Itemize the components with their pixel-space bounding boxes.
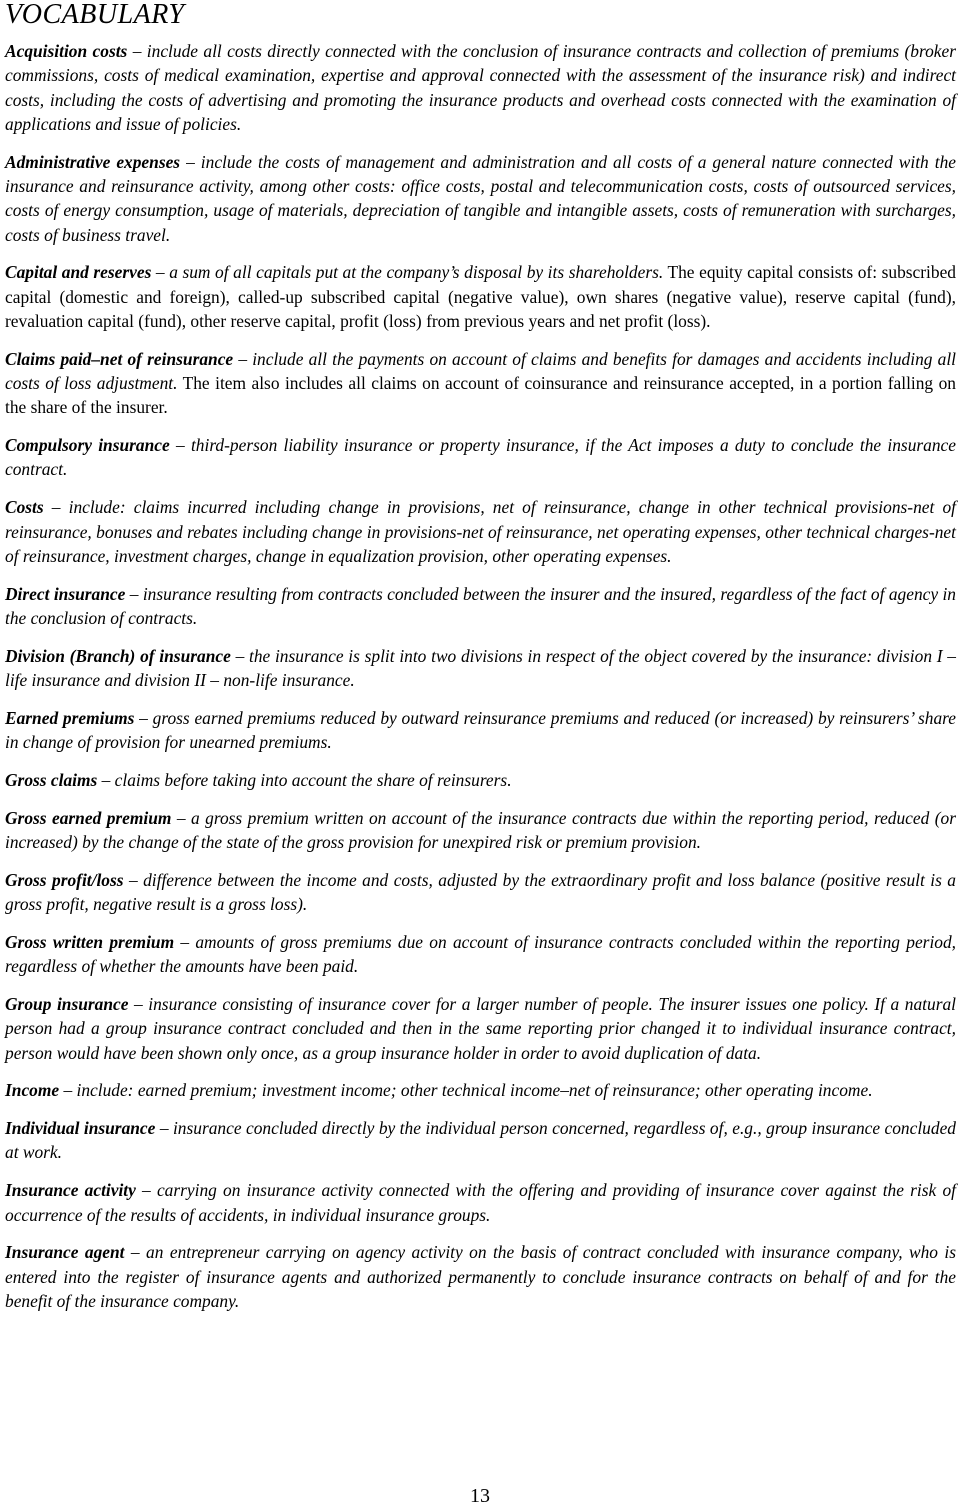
entry-term: Income <box>5 1080 60 1101</box>
entry-definition: – a sum of all capitals put at the company’s disposal by its shareholders. <box>151 262 664 283</box>
vocabulary-entry <box>5 768 956 792</box>
entry-definition: – an entrepreneur carrying on agency activity on the basis of contract concluded with insurance company, who is entered into the register of insurance agents and authorized permanently to conclude insurance contracts on behalf of and for the benefit of the insurance company. <box>5 1242 957 1311</box>
vocabulary-entry <box>5 806 956 855</box>
vocabulary-entry <box>5 1178 956 1227</box>
vocabulary-entry <box>5 868 956 917</box>
vocabulary-entry <box>5 39 956 136</box>
entry-term: Gross written premium <box>5 931 175 952</box>
entry-definition: – a gross premium written on account of the insurance contracts due within the reporting period, reduced (or increased) by the change of the state of the gross provision for unexpired risk or premium provision. <box>5 807 956 853</box>
entry-definition: – include all costs directly connected with the conclusion of insurance contracts and collection of premiums (broker commissions, costs of medical examination, expertise and approval connected with the assessment of the insurance risk) and indirect costs, including the costs of advertising and promoting the insurance products and overhead costs connected with the examination of applications and issue of policies. <box>5 41 956 134</box>
entry-definition: – insurance consisting of insurance cover for a larger number of people. The insurer issues one policy. If a natural person had a group insurance contract concluded and then in the same reporting prior changed it to individual insurance contract, person would have been shown only once, as a group insurance holder in order to avoid duplication of data. <box>5 994 956 1063</box>
vocabulary-entry <box>5 495 956 568</box>
vocabulary-entry <box>5 347 956 420</box>
vocabulary-entry <box>5 1078 956 1102</box>
entry-continuation: The equity capital consists of: subscribed capital (domestic and foreign), called-up subscribed capital (negative value), own shares (negative value), reserve capital (fund), revaluation capital (fund), other reserve capital, profit (loss) from previous years and net profit (loss). <box>5 262 956 331</box>
entry-definition: – include: claims incurred including change in provisions, net of reinsurance, change in other technical provisions-net of reinsurance, bonuses and rebates including change in provisions-net of reinsurance, net operating expenses, other technical charges-net of reinsurance, investment charges, change in equalization provision, other operating expenses. <box>5 497 956 566</box>
vocabulary-entry <box>5 1116 956 1165</box>
entry-term: Compulsory insurance <box>5 435 170 456</box>
entry-definition: – claims before taking into account the share of reinsurers. <box>97 769 512 790</box>
vocabulary-entry <box>5 260 956 333</box>
entry-definition: – include: earned premium; investment income; other technical income–net of reinsurance; other operating income. <box>59 1080 873 1101</box>
entry-term: Earned premiums <box>5 707 135 728</box>
entry-term: Costs <box>5 497 44 518</box>
vocabulary-entry <box>5 150 956 247</box>
vocabulary-entry <box>5 1240 956 1313</box>
entry-term: Administrative expenses <box>5 151 181 172</box>
entry-definition: – the insurance is split into two divisions in respect of the object covered by the insurance: division I – life insurance and division II – non-life insurance. <box>5 645 956 691</box>
entry-term: Gross earned premium <box>5 807 172 828</box>
vocabulary-entry <box>5 433 956 482</box>
entry-definition: – amounts of gross premiums due on account of insurance contracts concluded within the reporting period, regardless of whether the amounts have been paid. <box>5 931 957 977</box>
entry-term: Gross claims <box>5 769 98 790</box>
vocabulary-entry <box>5 582 956 631</box>
vocabulary-entry <box>5 706 956 755</box>
document-page <box>5 0 956 1327</box>
vocabulary-entry <box>5 930 956 979</box>
vocabulary-list <box>5 39 956 1313</box>
entry-term: Capital and reserves <box>5 262 152 283</box>
entry-definition: – insurance resulting from contracts concluded between the insurer and the insured, regardless of the fact of agency in the conclusion of contracts. <box>5 583 957 628</box>
entry-term: Acquisition costs <box>5 41 128 61</box>
vocabulary-entry <box>5 992 956 1065</box>
entry-term: Direct insurance <box>5 583 126 604</box>
entry-term: Individual insurance <box>5 1118 156 1139</box>
page-number: 13 <box>470 1485 490 1507</box>
entry-definition: – gross earned premiums reduced by outward reinsurance premiums and reduced (or increased) by reinsurers’ share in change of provision for unearned premiums. <box>5 707 956 753</box>
entry-definition: – difference between the income and costs, adjusted by the extraordinary profit and loss balance (positive result is a gross profit, negative result is a gross loss). <box>5 869 956 915</box>
entry-continuation: The item also includes all claims on account of coinsurance and reinsurance accepted, in a portion falling on the share of the insurer. <box>5 373 956 418</box>
entry-definition: – include the costs of management and administration and all costs of a general nature connected with the insurance and reinsurance activity, among other costs: office costs, postal and telecommunication costs, costs of outsourced services, costs of energy consumption, usage of materials, depreciation of tangible and intangible assets, costs of remuneration with surcharges, costs of business travel. <box>5 151 956 245</box>
entry-term: Division (Branch) of insurance <box>5 645 231 666</box>
vocabulary-entry <box>5 644 956 693</box>
entry-definition: – third-person liability insurance or property insurance, if the Act imposes a duty to conclude the insurance contract. <box>5 435 956 480</box>
entry-term: Group insurance <box>5 994 129 1014</box>
entry-definition: – carrying on insurance activity connected with the offering and providing of insurance cover against the risk of occurrence of the results of accidents, in individual insurance groups. <box>5 1180 956 1225</box>
page-heading: VOCABULARY <box>5 0 185 30</box>
entry-term: Insurance activity <box>5 1180 136 1201</box>
entry-term: Gross profit/loss <box>5 869 124 890</box>
entry-term: Claims paid–net of reinsurance <box>5 348 234 369</box>
entry-term: Insurance agent <box>5 1242 125 1263</box>
entry-definition: – include all the payments on account of claims and benefits for damages and accidents including all costs of loss adjustment. <box>5 348 957 394</box>
entry-definition: – insurance concluded directly by the individual person concerned, regardless of, e.g., group insurance concluded at work. <box>5 1118 956 1163</box>
